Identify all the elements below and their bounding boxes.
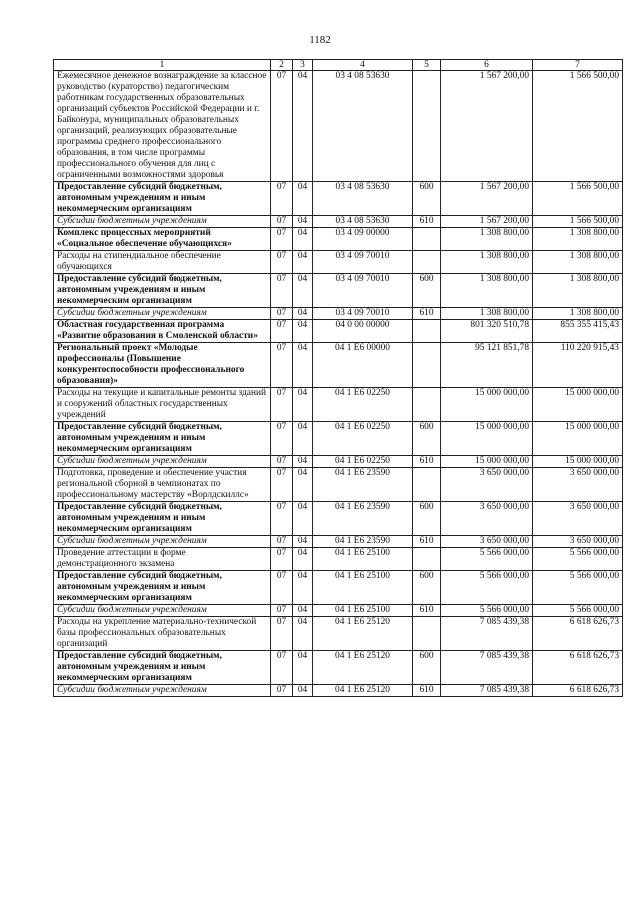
row-name: Предоставление субсидий бюджетным, автономным учреждениям и иным некоммерческим организациям — [54, 422, 271, 456]
row-subsection: 04 — [293, 274, 313, 308]
row-expense-type: 610 — [413, 536, 441, 548]
table-row — [54, 274, 623, 308]
row-amount-year-2: 6 618 626,73 — [533, 651, 623, 685]
column-header: 5 — [413, 60, 441, 71]
row-expense-type: 600 — [413, 651, 441, 685]
row-section: 07 — [271, 228, 293, 251]
row-name: Областная государственная программа «Развитие образования в Смоленской области» — [54, 320, 271, 343]
row-subsection: 04 — [293, 468, 313, 502]
table-row — [54, 388, 623, 422]
row-section: 07 — [271, 651, 293, 685]
table-row — [54, 685, 623, 697]
row-amount-year-2: 1 308 800,00 — [533, 251, 623, 274]
row-subsection: 04 — [293, 71, 313, 182]
row-amount-year-1: 15 000 000,00 — [441, 456, 533, 468]
row-target-article: 03 4 08 53630 — [313, 71, 413, 182]
row-name: Субсидии бюджетным учреждениям — [54, 685, 271, 697]
row-section: 07 — [271, 468, 293, 502]
row-name: Расходы на укрепление материально-технической базы профессиональных образовательных организаций — [54, 617, 271, 651]
row-amount-year-2: 1 566 500,00 — [533, 71, 623, 182]
table-row — [54, 343, 623, 388]
row-amount-year-1: 5 566 000,00 — [441, 571, 533, 605]
row-amount-year-2: 15 000 000,00 — [533, 456, 623, 468]
row-subsection: 04 — [293, 343, 313, 388]
row-expense-type — [413, 71, 441, 182]
row-subsection: 04 — [293, 571, 313, 605]
column-header: 4 — [313, 60, 413, 71]
row-amount-year-2: 1 308 800,00 — [533, 228, 623, 251]
row-expense-type: 610 — [413, 216, 441, 228]
row-amount-year-2: 6 618 626,73 — [533, 685, 623, 697]
column-header: 3 — [293, 60, 313, 71]
row-amount-year-2: 1 566 500,00 — [533, 182, 623, 216]
row-subsection: 04 — [293, 388, 313, 422]
row-target-article: 04 1 Е6 25100 — [313, 605, 413, 617]
row-name: Расходы на стипендиальное обеспечение обучающихся — [54, 251, 271, 274]
table-row — [54, 251, 623, 274]
row-amount-year-1: 5 566 000,00 — [441, 605, 533, 617]
row-section: 07 — [271, 571, 293, 605]
row-name: Предоставление субсидий бюджетным, автономным учреждениям и иным некоммерческим организациям — [54, 571, 271, 605]
row-name: Проведение аттестации в форме демонстрационного экзамена — [54, 548, 271, 571]
row-expense-type — [413, 251, 441, 274]
row-amount-year-1: 3 650 000,00 — [441, 536, 533, 548]
row-name: Предоставление субсидий бюджетным, автономным учреждениям и иным некоммерческим организациям — [54, 182, 271, 216]
row-amount-year-1: 15 000 000,00 — [441, 422, 533, 456]
row-amount-year-1: 3 650 000,00 — [441, 502, 533, 536]
row-target-article: 04 0 00 00000 — [313, 320, 413, 343]
row-section: 07 — [271, 182, 293, 216]
row-target-article: 03 4 09 70010 — [313, 274, 413, 308]
row-amount-year-1: 801 320 510,78 — [441, 320, 533, 343]
row-name: Субсидии бюджетным учреждениям — [54, 536, 271, 548]
row-expense-type — [413, 617, 441, 651]
column-header: 6 — [441, 60, 533, 71]
row-expense-type — [413, 228, 441, 251]
row-name: Субсидии бюджетным учреждениям — [54, 308, 271, 320]
row-target-article: 04 1 Е6 02250 — [313, 388, 413, 422]
row-section: 07 — [271, 685, 293, 697]
row-section: 07 — [271, 548, 293, 571]
row-section: 07 — [271, 422, 293, 456]
row-target-article: 04 1 Е6 02250 — [313, 456, 413, 468]
table-row — [54, 617, 623, 651]
row-amount-year-2: 3 650 000,00 — [533, 502, 623, 536]
row-subsection: 04 — [293, 651, 313, 685]
row-subsection: 04 — [293, 251, 313, 274]
row-amount-year-1: 7 085 439,38 — [441, 651, 533, 685]
table-row — [54, 468, 623, 502]
row-section: 07 — [271, 502, 293, 536]
row-expense-type — [413, 468, 441, 502]
row-amount-year-1: 1 308 800,00 — [441, 251, 533, 274]
row-section: 07 — [271, 71, 293, 182]
row-target-article: 03 4 09 00000 — [313, 228, 413, 251]
row-name: Расходы на текущие и капитальные ремонты зданий и сооружений областных государственных учреждений — [54, 388, 271, 422]
row-subsection: 04 — [293, 228, 313, 251]
row-expense-type — [413, 388, 441, 422]
row-amount-year-1: 1 567 200,00 — [441, 216, 533, 228]
row-name: Субсидии бюджетным учреждениям — [54, 216, 271, 228]
row-name: Предоставление субсидий бюджетным, автономным учреждениям и иным некоммерческим организациям — [54, 502, 271, 536]
row-subsection: 04 — [293, 536, 313, 548]
row-name: Комплекс процессных мероприятий «Социальное обеспечение обучающихся» — [54, 228, 271, 251]
table-row — [54, 182, 623, 216]
row-expense-type — [413, 343, 441, 388]
row-amount-year-1: 1 308 800,00 — [441, 274, 533, 308]
row-amount-year-1: 7 085 439,38 — [441, 685, 533, 697]
row-section: 07 — [271, 216, 293, 228]
row-name: Субсидии бюджетным учреждениям — [54, 605, 271, 617]
table-header-row — [54, 60, 623, 71]
row-amount-year-2: 3 650 000,00 — [533, 536, 623, 548]
row-subsection: 04 — [293, 548, 313, 571]
page-number: 1182 — [309, 34, 331, 46]
row-amount-year-2: 6 618 626,73 — [533, 617, 623, 651]
row-amount-year-2: 855 355 415,43 — [533, 320, 623, 343]
row-subsection: 04 — [293, 685, 313, 697]
row-section: 07 — [271, 536, 293, 548]
table-row — [54, 456, 623, 468]
table-row — [54, 605, 623, 617]
row-amount-year-2: 15 000 000,00 — [533, 388, 623, 422]
row-amount-year-2: 110 220 915,43 — [533, 343, 623, 388]
row-target-article: 04 1 Е6 25120 — [313, 651, 413, 685]
row-amount-year-2: 5 566 000,00 — [533, 571, 623, 605]
row-name: Региональный проект «Молодые профессионалы (Повышение конкурентоспособности профессионального образования)» — [54, 343, 271, 388]
column-header: 2 — [271, 60, 293, 71]
row-target-article: 04 1 Е6 25120 — [313, 685, 413, 697]
row-expense-type: 600 — [413, 502, 441, 536]
row-name: Ежемесячное денежное вознаграждение за классное руководство (кураторство) педагогическим работникам государственных образовательных организаций субъектов Российской Федерации и г. Байконура, муниципальных образовательных организаций, реализующих образовательные программы среднего профессионального образования, в том числе программы профессионального обучения для лиц с ограниченными возможностями здоровья — [54, 71, 271, 182]
row-section: 07 — [271, 605, 293, 617]
row-section: 07 — [271, 456, 293, 468]
table-row — [54, 548, 623, 571]
row-expense-type — [413, 548, 441, 571]
table-row — [54, 502, 623, 536]
row-subsection: 04 — [293, 605, 313, 617]
row-amount-year-2: 5 566 000,00 — [533, 605, 623, 617]
row-name: Подготовка, проведение и обеспечение участия региональной сборной в чемпионатах по профессиональному мастерству «Ворлдскиллс» — [54, 468, 271, 502]
row-amount-year-2: 3 650 000,00 — [533, 468, 623, 502]
row-section: 07 — [271, 388, 293, 422]
row-subsection: 04 — [293, 422, 313, 456]
table-row — [54, 320, 623, 343]
table-row — [54, 216, 623, 228]
row-expense-type: 610 — [413, 456, 441, 468]
row-expense-type: 610 — [413, 605, 441, 617]
table-row — [54, 651, 623, 685]
row-expense-type: 600 — [413, 422, 441, 456]
row-target-article: 04 1 Е6 00000 — [313, 343, 413, 388]
row-subsection: 04 — [293, 320, 313, 343]
row-amount-year-1: 7 085 439,38 — [441, 617, 533, 651]
row-target-article: 03 4 09 70010 — [313, 308, 413, 320]
table-row — [54, 571, 623, 605]
row-section: 07 — [271, 343, 293, 388]
row-target-article: 04 1 Е6 02250 — [313, 422, 413, 456]
row-target-article: 04 1 Е6 25120 — [313, 617, 413, 651]
row-amount-year-1: 1 308 800,00 — [441, 308, 533, 320]
row-amount-year-2: 1 308 800,00 — [533, 308, 623, 320]
row-target-article: 03 4 09 70010 — [313, 251, 413, 274]
row-amount-year-2: 15 000 000,00 — [533, 422, 623, 456]
row-expense-type: 600 — [413, 182, 441, 216]
row-subsection: 04 — [293, 456, 313, 468]
row-name: Предоставление субсидий бюджетным, автономным учреждениям и иным некоммерческим организациям — [54, 274, 271, 308]
row-amount-year-1: 95 121 851,78 — [441, 343, 533, 388]
row-amount-year-1: 1 567 200,00 — [441, 182, 533, 216]
row-amount-year-1: 1 308 800,00 — [441, 228, 533, 251]
row-section: 07 — [271, 251, 293, 274]
row-target-article: 03 4 08 53630 — [313, 216, 413, 228]
table-row — [54, 71, 623, 182]
row-target-article: 04 1 Е6 25100 — [313, 571, 413, 605]
row-expense-type: 610 — [413, 308, 441, 320]
row-amount-year-1: 5 566 000,00 — [441, 548, 533, 571]
row-amount-year-2: 1 308 800,00 — [533, 274, 623, 308]
row-amount-year-2: 1 566 500,00 — [533, 216, 623, 228]
row-expense-type — [413, 320, 441, 343]
row-target-article: 04 1 Е6 25100 — [313, 548, 413, 571]
row-subsection: 04 — [293, 308, 313, 320]
row-target-article: 04 1 Е6 23590 — [313, 536, 413, 548]
row-subsection: 04 — [293, 216, 313, 228]
table-row — [54, 228, 623, 251]
row-amount-year-1: 3 650 000,00 — [441, 468, 533, 502]
row-section: 07 — [271, 320, 293, 343]
row-amount-year-1: 15 000 000,00 — [441, 388, 533, 422]
row-name: Предоставление субсидий бюджетным, автономным учреждениям и иным некоммерческим организациям — [54, 651, 271, 685]
row-amount-year-1: 1 567 200,00 — [441, 71, 533, 182]
row-subsection: 04 — [293, 617, 313, 651]
row-section: 07 — [271, 308, 293, 320]
row-expense-type: 600 — [413, 274, 441, 308]
table-body — [54, 71, 623, 697]
row-subsection: 04 — [293, 502, 313, 536]
row-target-article: 04 1 Е6 23590 — [313, 468, 413, 502]
budget-table — [53, 59, 623, 697]
row-expense-type: 600 — [413, 571, 441, 605]
row-subsection: 04 — [293, 182, 313, 216]
row-section: 07 — [271, 617, 293, 651]
table-row — [54, 422, 623, 456]
table-row — [54, 536, 623, 548]
row-amount-year-2: 5 566 000,00 — [533, 548, 623, 571]
column-header: 1 — [54, 60, 271, 71]
row-name: Субсидии бюджетным учреждениям — [54, 456, 271, 468]
column-header: 7 — [533, 60, 623, 71]
row-section: 07 — [271, 274, 293, 308]
row-expense-type: 610 — [413, 685, 441, 697]
table-row — [54, 308, 623, 320]
row-target-article: 03 4 08 53630 — [313, 182, 413, 216]
row-target-article: 04 1 Е6 23590 — [313, 502, 413, 536]
